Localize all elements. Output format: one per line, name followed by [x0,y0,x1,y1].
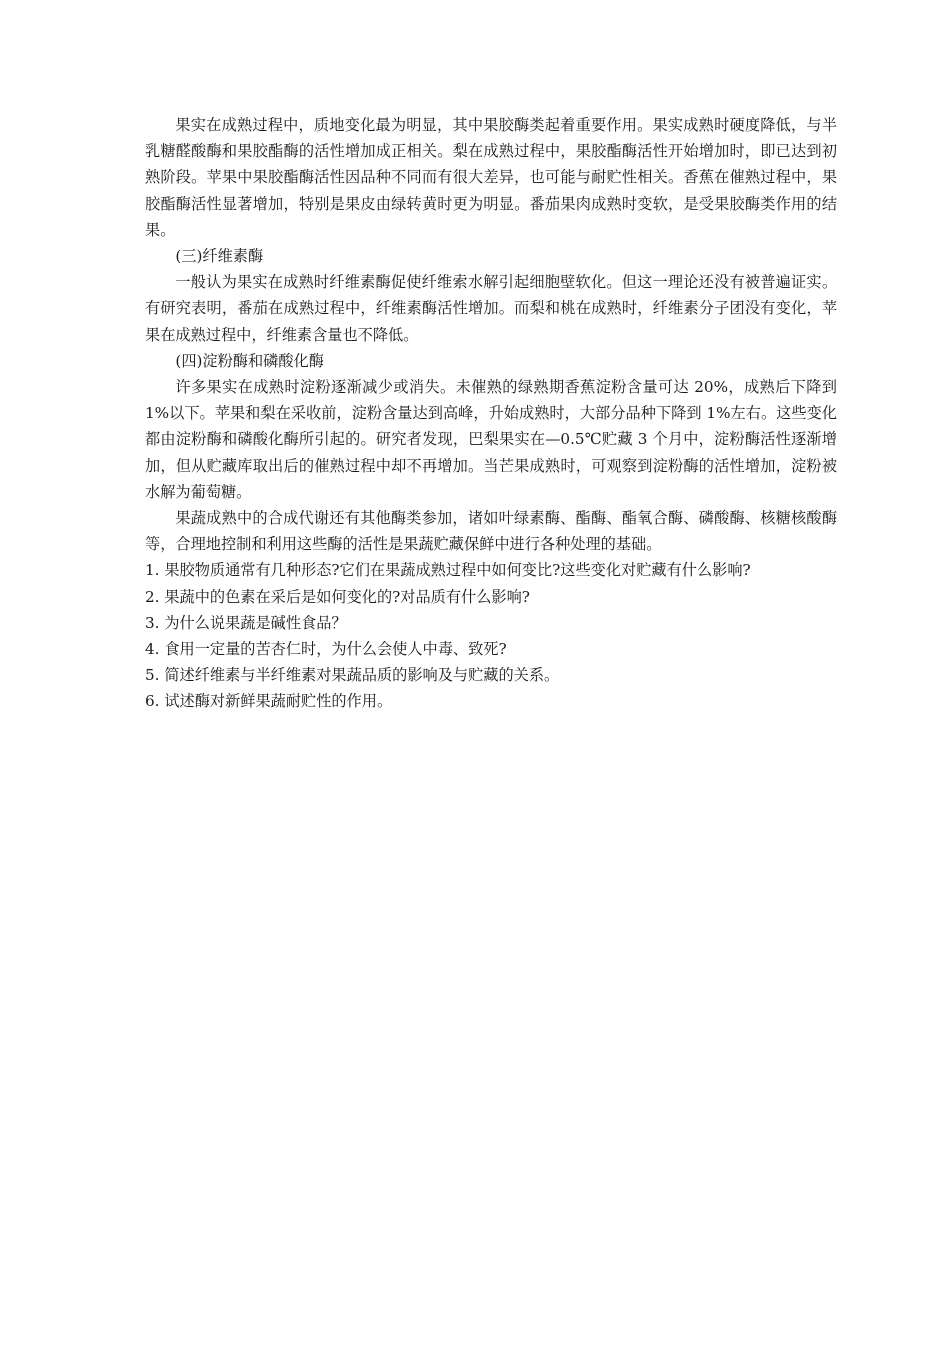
review-questions-list [145,557,837,714]
section-heading-amylase-phosphorylase: (四)淀粉酶和磷酸化酶 [175,351,324,370]
question-item: 1. 果胶物质通常有几种形态?它们在果蔬成熟过程中如何变比?这些变化对贮藏有什么影响? [145,561,751,580]
question-item: 5. 简述纤维素与半纤维素对果蔬品质的影响及与贮藏的关系。 [145,666,560,685]
section-heading-cellulase: (三)纤维素酶 [175,247,264,266]
paragraph-summary: 果蔬成熟中的合成代谢还有其他酶类参加，诸如叶绿素酶、酯酶、酯氧合酶、磷酸酶、核糖核酸酶等，合理地控制和利用这些酶的活性是果蔬贮藏保鲜中进行各种处理的基础。 [145,509,837,554]
document-page [145,112,837,715]
paragraph-pectinase: 果实在成熟过程中，质地变化最为明显，其中果胶酶类起着重要作用。果实成熟时硬度降低，与半乳糖醛酸酶和果胶酯酶的活性增加成正相关。梨在成熟过程中，果胶酯酶活性开始增加时，即已达到初熟阶段。苹果中果胶酯酶活性因品种不同而有很大差异，也可能与耐贮性相关。香蕉在催熟过程中，果胶酯酶活性显著增加，特别是果皮由绿转黄时更为明显。番茄果肉成熟时变软，是受果胶酶类作用的结果。 [145,116,837,239]
question-item: 4. 食用一定量的苦杏仁时，为什么会使人中毒、致死? [145,640,507,659]
question-item: 3. 为什么说果蔬是碱性食品？ [145,613,347,632]
paragraph-cellulase: 一般认为果实在成熟时纤维素酶促使纤维索水解引起细胞壁软化。但这一理论还没有被普遍证实。有研究表明，番茄在成熟过程中，纤维素酶活性增加。而梨和桃在成熟时，纤维素分子团没有变化，苹果在成熟过程中，纤维素含量也不降低。 [145,273,837,344]
paragraph-amylase: 许多果实在成熟时淀粉逐渐减少或消失。未催熟的绿熟期香蕉淀粉含量可达 20%，成熟后下降到 1%以下。苹果和梨在采收前，淀粉含量达到高峰，升始成熟时，大部分品种下降到 1%左右。这些变化都由淀粉酶和磷酸化酶所引起的。研究者发现，巴梨果实在—0.5℃贮藏 3 个月中，淀粉酶活性逐渐增加，但从贮藏库取出后的催熟过程中却不再增加。当芒果成熟时，可观察到淀粉酶的活性增加，淀粉被水解为葡萄糖。 [145,378,837,501]
question-item: 6. 试述酶对新鲜果蔬耐贮性的作用。 [145,692,393,711]
question-item: 2. 果蔬中的色素在采后是如何变化的?对品质有什么影响? [145,587,530,606]
